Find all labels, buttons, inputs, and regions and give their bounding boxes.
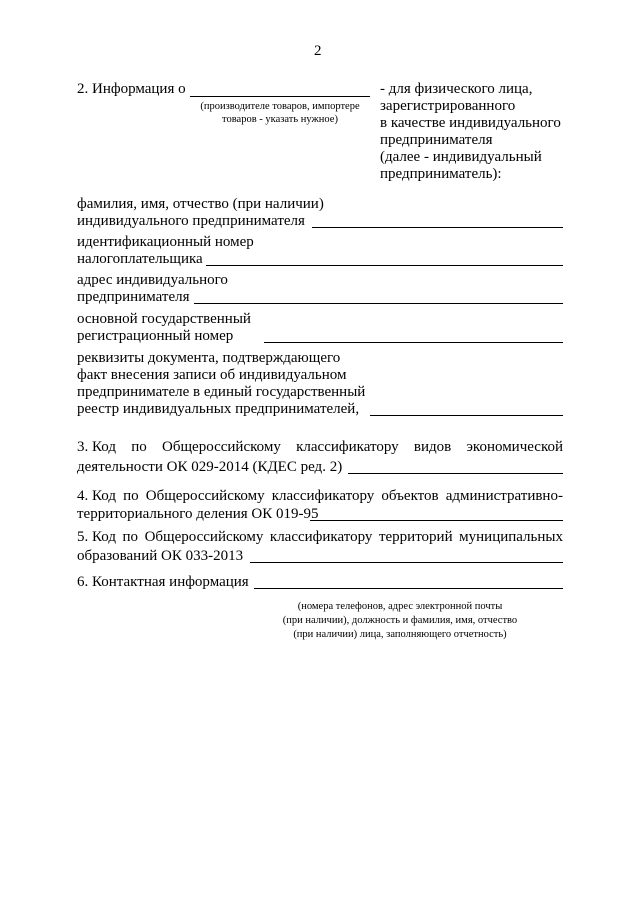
section3-word: Общероссийскому bbox=[162, 439, 281, 455]
section5-word: по bbox=[122, 529, 139, 545]
field-inn-label: идентификационный номер bbox=[77, 234, 254, 250]
section3-word: экономической bbox=[466, 439, 563, 455]
contact-hint: (при наличии) лица, заполняющего отчетность) bbox=[293, 629, 507, 640]
inn-input-line[interactable] bbox=[206, 265, 563, 266]
section6-label: 6. Контактная информация bbox=[77, 574, 249, 590]
field-fio-label: индивидуального предпринимателя bbox=[77, 213, 305, 229]
section5-word: классификатору bbox=[269, 529, 373, 545]
section2-right-line: (далее - индивидуальный bbox=[380, 149, 542, 165]
contact-input-line[interactable] bbox=[254, 588, 563, 589]
field-egrip-label: факт внесения записи об индивидуальном bbox=[77, 367, 347, 383]
section5-word: муниципальных bbox=[459, 529, 563, 545]
entity-type-input-line[interactable] bbox=[190, 96, 370, 97]
section4-word: Общероссийскому bbox=[145, 488, 265, 504]
section3-word: видов bbox=[413, 439, 452, 455]
section4-line2: территориального деления ОК 019-95 bbox=[77, 506, 319, 522]
field-address-label: предпринимателя bbox=[77, 289, 190, 305]
oktmo-input-line[interactable] bbox=[250, 562, 563, 563]
section3-line2: деятельности ОК 029-2014 (КДЕС ред. 2) bbox=[77, 459, 343, 475]
section2-right-line: - для физического лица, bbox=[380, 81, 533, 97]
field-egrip-label: реквизиты документа, подтверждающего bbox=[77, 350, 341, 366]
page-number: 2 bbox=[314, 43, 322, 59]
section4-word: по bbox=[123, 488, 139, 504]
section4-word: административно- bbox=[445, 488, 563, 504]
section5-line2: образований ОК 033-2013 bbox=[77, 548, 244, 564]
section3-word: классификатору bbox=[296, 439, 399, 455]
contact-hint: (номера телефонов, адрес электронной почты bbox=[297, 601, 503, 612]
entity-type-hint-2: товаров - указать нужное) bbox=[222, 114, 338, 125]
section3-word: 3. Код bbox=[77, 439, 116, 455]
section4-word: 4. Код bbox=[77, 488, 116, 504]
field-ogrn-label: регистрационный номер bbox=[77, 328, 234, 344]
section2-title: 2. Информация о bbox=[77, 81, 186, 97]
field-egrip-label: реестр индивидуальных предпринимателей, bbox=[77, 401, 360, 417]
section4-word: классификатору bbox=[271, 488, 375, 504]
contact-hint: (при наличии), должность и фамилия, имя, отчество bbox=[282, 615, 518, 626]
section2-right-line: предпринимателя bbox=[380, 132, 493, 148]
ogrn-input-line[interactable] bbox=[264, 342, 563, 343]
section5-word: Общероссийскому bbox=[144, 529, 264, 545]
section4-word: объектов bbox=[381, 488, 439, 504]
section2-right-line: предприниматель): bbox=[380, 166, 502, 182]
section4-line1 bbox=[77, 487, 563, 505]
address-input-line[interactable] bbox=[194, 303, 563, 304]
field-egrip-label: предпринимателе в единый государственный bbox=[77, 384, 366, 400]
okato-input-line[interactable] bbox=[310, 520, 563, 521]
entity-type-hint-1: (производителе товаров, импортере bbox=[200, 101, 360, 112]
okved-input-line[interactable] bbox=[348, 473, 563, 474]
section3-line1 bbox=[77, 438, 563, 456]
field-fio-label: фамилия, имя, отчество (при наличии) bbox=[77, 196, 324, 212]
field-ogrn-label: основной государственный bbox=[77, 311, 251, 327]
section3-word: по bbox=[131, 439, 147, 455]
egrip-input-line[interactable] bbox=[370, 415, 563, 416]
fio-input-line[interactable] bbox=[312, 227, 563, 228]
field-inn-label: налогоплательщика bbox=[77, 251, 203, 267]
section2-right-line: зарегистрированного bbox=[380, 98, 516, 114]
field-address-label: адрес индивидуального bbox=[77, 272, 228, 288]
section5-word: территорий bbox=[378, 529, 453, 545]
section5-line1 bbox=[77, 528, 563, 546]
section5-word: 5. Код bbox=[77, 529, 116, 545]
section2-right-line: в качестве индивидуального bbox=[380, 115, 561, 131]
